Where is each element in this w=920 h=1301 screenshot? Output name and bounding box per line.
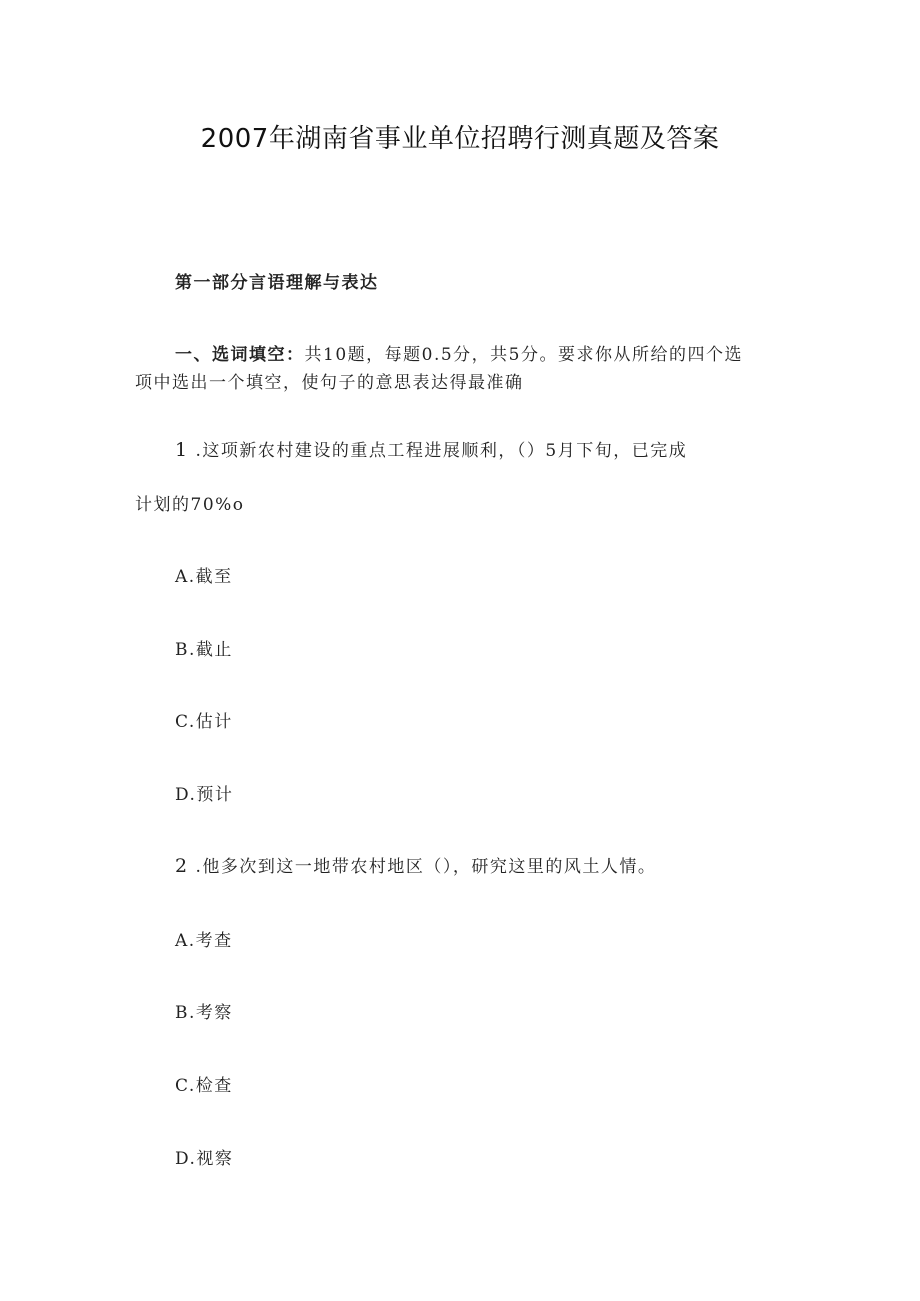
question-2-option-a: A.考查 bbox=[175, 931, 233, 951]
question-1-option-a: A.截至 bbox=[175, 567, 233, 587]
question-2-stem bbox=[175, 852, 656, 877]
question-1-option-b: B.截止 bbox=[175, 640, 233, 660]
section-label: 一、选词填空： bbox=[175, 345, 305, 365]
question-1-option-d: D.预计 bbox=[175, 785, 234, 805]
question-2-option-d: D.视察 bbox=[175, 1149, 234, 1169]
question-number: 1 bbox=[175, 439, 189, 461]
question-number: 2 bbox=[175, 855, 189, 877]
part-heading: 第一部分言语理解与表达 bbox=[175, 273, 379, 293]
section-instructions-line1: 共10题，每题0.5分，共5分。要求你从所给的四个选 bbox=[304, 345, 743, 365]
question-1-option-c: C.估计 bbox=[175, 712, 233, 732]
question-2-option-c: C.检查 bbox=[175, 1076, 233, 1096]
section-instructions-line2: 项中选出一个填空，使句子的意思表达得最准确 bbox=[135, 373, 524, 393]
question-stem-text: .这项新农村建设的重点工程进展顺利，（）5月下旬，已完成 bbox=[195, 441, 688, 461]
question-1-stem-continued: 计划的70%o bbox=[135, 495, 245, 515]
question-1-stem bbox=[175, 436, 687, 461]
question-stem-text: .他多次到这一地带农村地区（），研究这里的风土人情。 bbox=[195, 857, 657, 877]
section-instructions bbox=[175, 340, 743, 365]
document-title: 2007年湖南省事业单位招聘行测真题及答案 bbox=[200, 124, 720, 154]
question-2-option-b: B.考察 bbox=[175, 1003, 233, 1023]
